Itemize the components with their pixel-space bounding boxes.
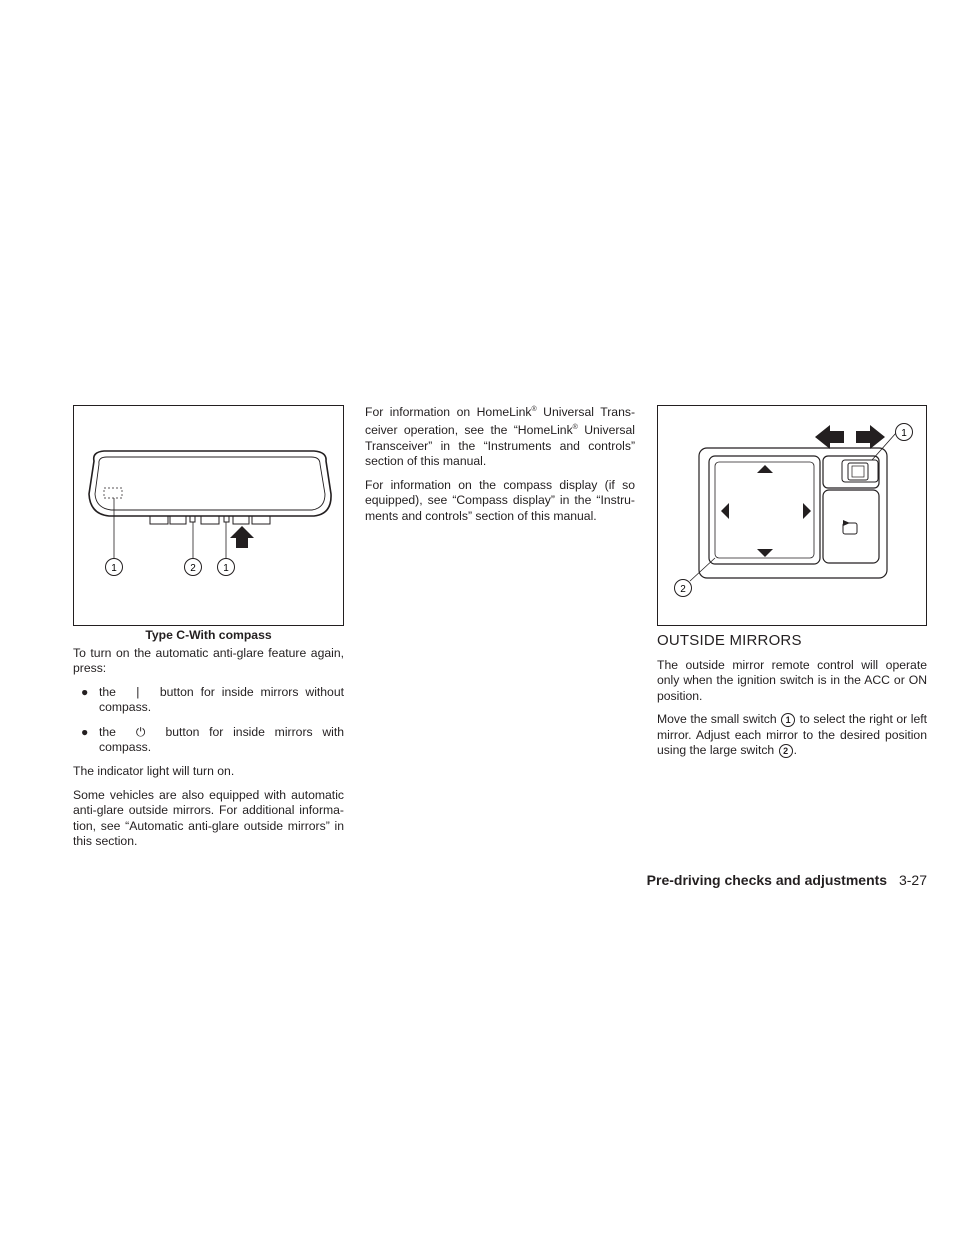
compass-display-icon	[104, 488, 122, 498]
footer-section-title: Pre-driving checks and adjustments	[646, 872, 888, 888]
section-heading: OUTSIDE MIRRORS	[657, 632, 802, 649]
remote-control-paragraph: The outside mirror remote control will operate only when the ignition switch is in the ACC or ON position.	[657, 658, 927, 703]
bullet-dot: ●	[81, 724, 89, 739]
callout-2-inline: 2	[779, 744, 793, 758]
switch-usage-paragraph: Move the small switch 1 to select the right or left mirror. Adjust each mirror to the desired position using the large switch 2 .	[657, 712, 928, 758]
callout-1-label: 1	[901, 428, 907, 439]
homelink-paragraph: For information on HomeLink® Universal Trans-ceiver operation, see the “HomeLink® Universal Transceiver” in the “Instruments and controls” section of this manual.	[365, 405, 636, 469]
callout-2-label: 2	[680, 584, 686, 595]
triangle-left-icon	[721, 503, 729, 519]
outside-antiglare-paragraph: Some vehicles are also equipped with automatic anti-glare outside mirrors. For additional informa-tion, see “Automatic anti-glare outside mirrors” in this section.	[73, 787, 344, 849]
page-footer	[647, 872, 927, 888]
indicator-paragraph: The indicator light will turn on.	[73, 764, 235, 779]
triangle-right-icon	[803, 503, 811, 519]
triangle-down-icon	[757, 549, 773, 557]
page-number: 3-27	[898, 872, 927, 888]
bullet-without-compass: ● the | button for inside mirrors without compass.	[81, 684, 345, 715]
callout-1-inline: 1	[781, 713, 795, 727]
triangle-up-icon	[757, 465, 773, 473]
left-column	[73, 646, 344, 857]
compass-paragraph: For information on the compass display (if so equipped), see “Compass display” in the “Instru-ments and controls” section of this manual.	[365, 477, 635, 523]
arrow-up-icon	[230, 526, 254, 548]
arrow-left-icon	[815, 425, 844, 449]
bullet-with-compass: ● the ⏻ button for inside mirrors with compass.	[81, 724, 345, 755]
callout-1-label: 1	[111, 563, 117, 574]
outside-mirror-switch-figure	[657, 405, 927, 626]
outside-mirror-switch-illustration	[658, 406, 928, 627]
callout-2-label: 2	[190, 563, 196, 574]
inside-mirror-figure	[73, 405, 344, 626]
intro-paragraph: To turn on the automatic anti-glare feature again, press:	[73, 646, 344, 676]
figure1-caption: Type C-With compass	[145, 628, 272, 642]
power-icon: ⏻	[135, 724, 146, 739]
middle-column	[365, 402, 635, 532]
right-column	[657, 658, 927, 766]
button-bar-icon: |	[136, 684, 140, 699]
callout-1b-label: 1	[223, 563, 229, 574]
bullet-dot: ●	[81, 684, 89, 699]
arrow-right-icon	[856, 425, 885, 449]
inside-mirror-illustration	[74, 406, 345, 627]
